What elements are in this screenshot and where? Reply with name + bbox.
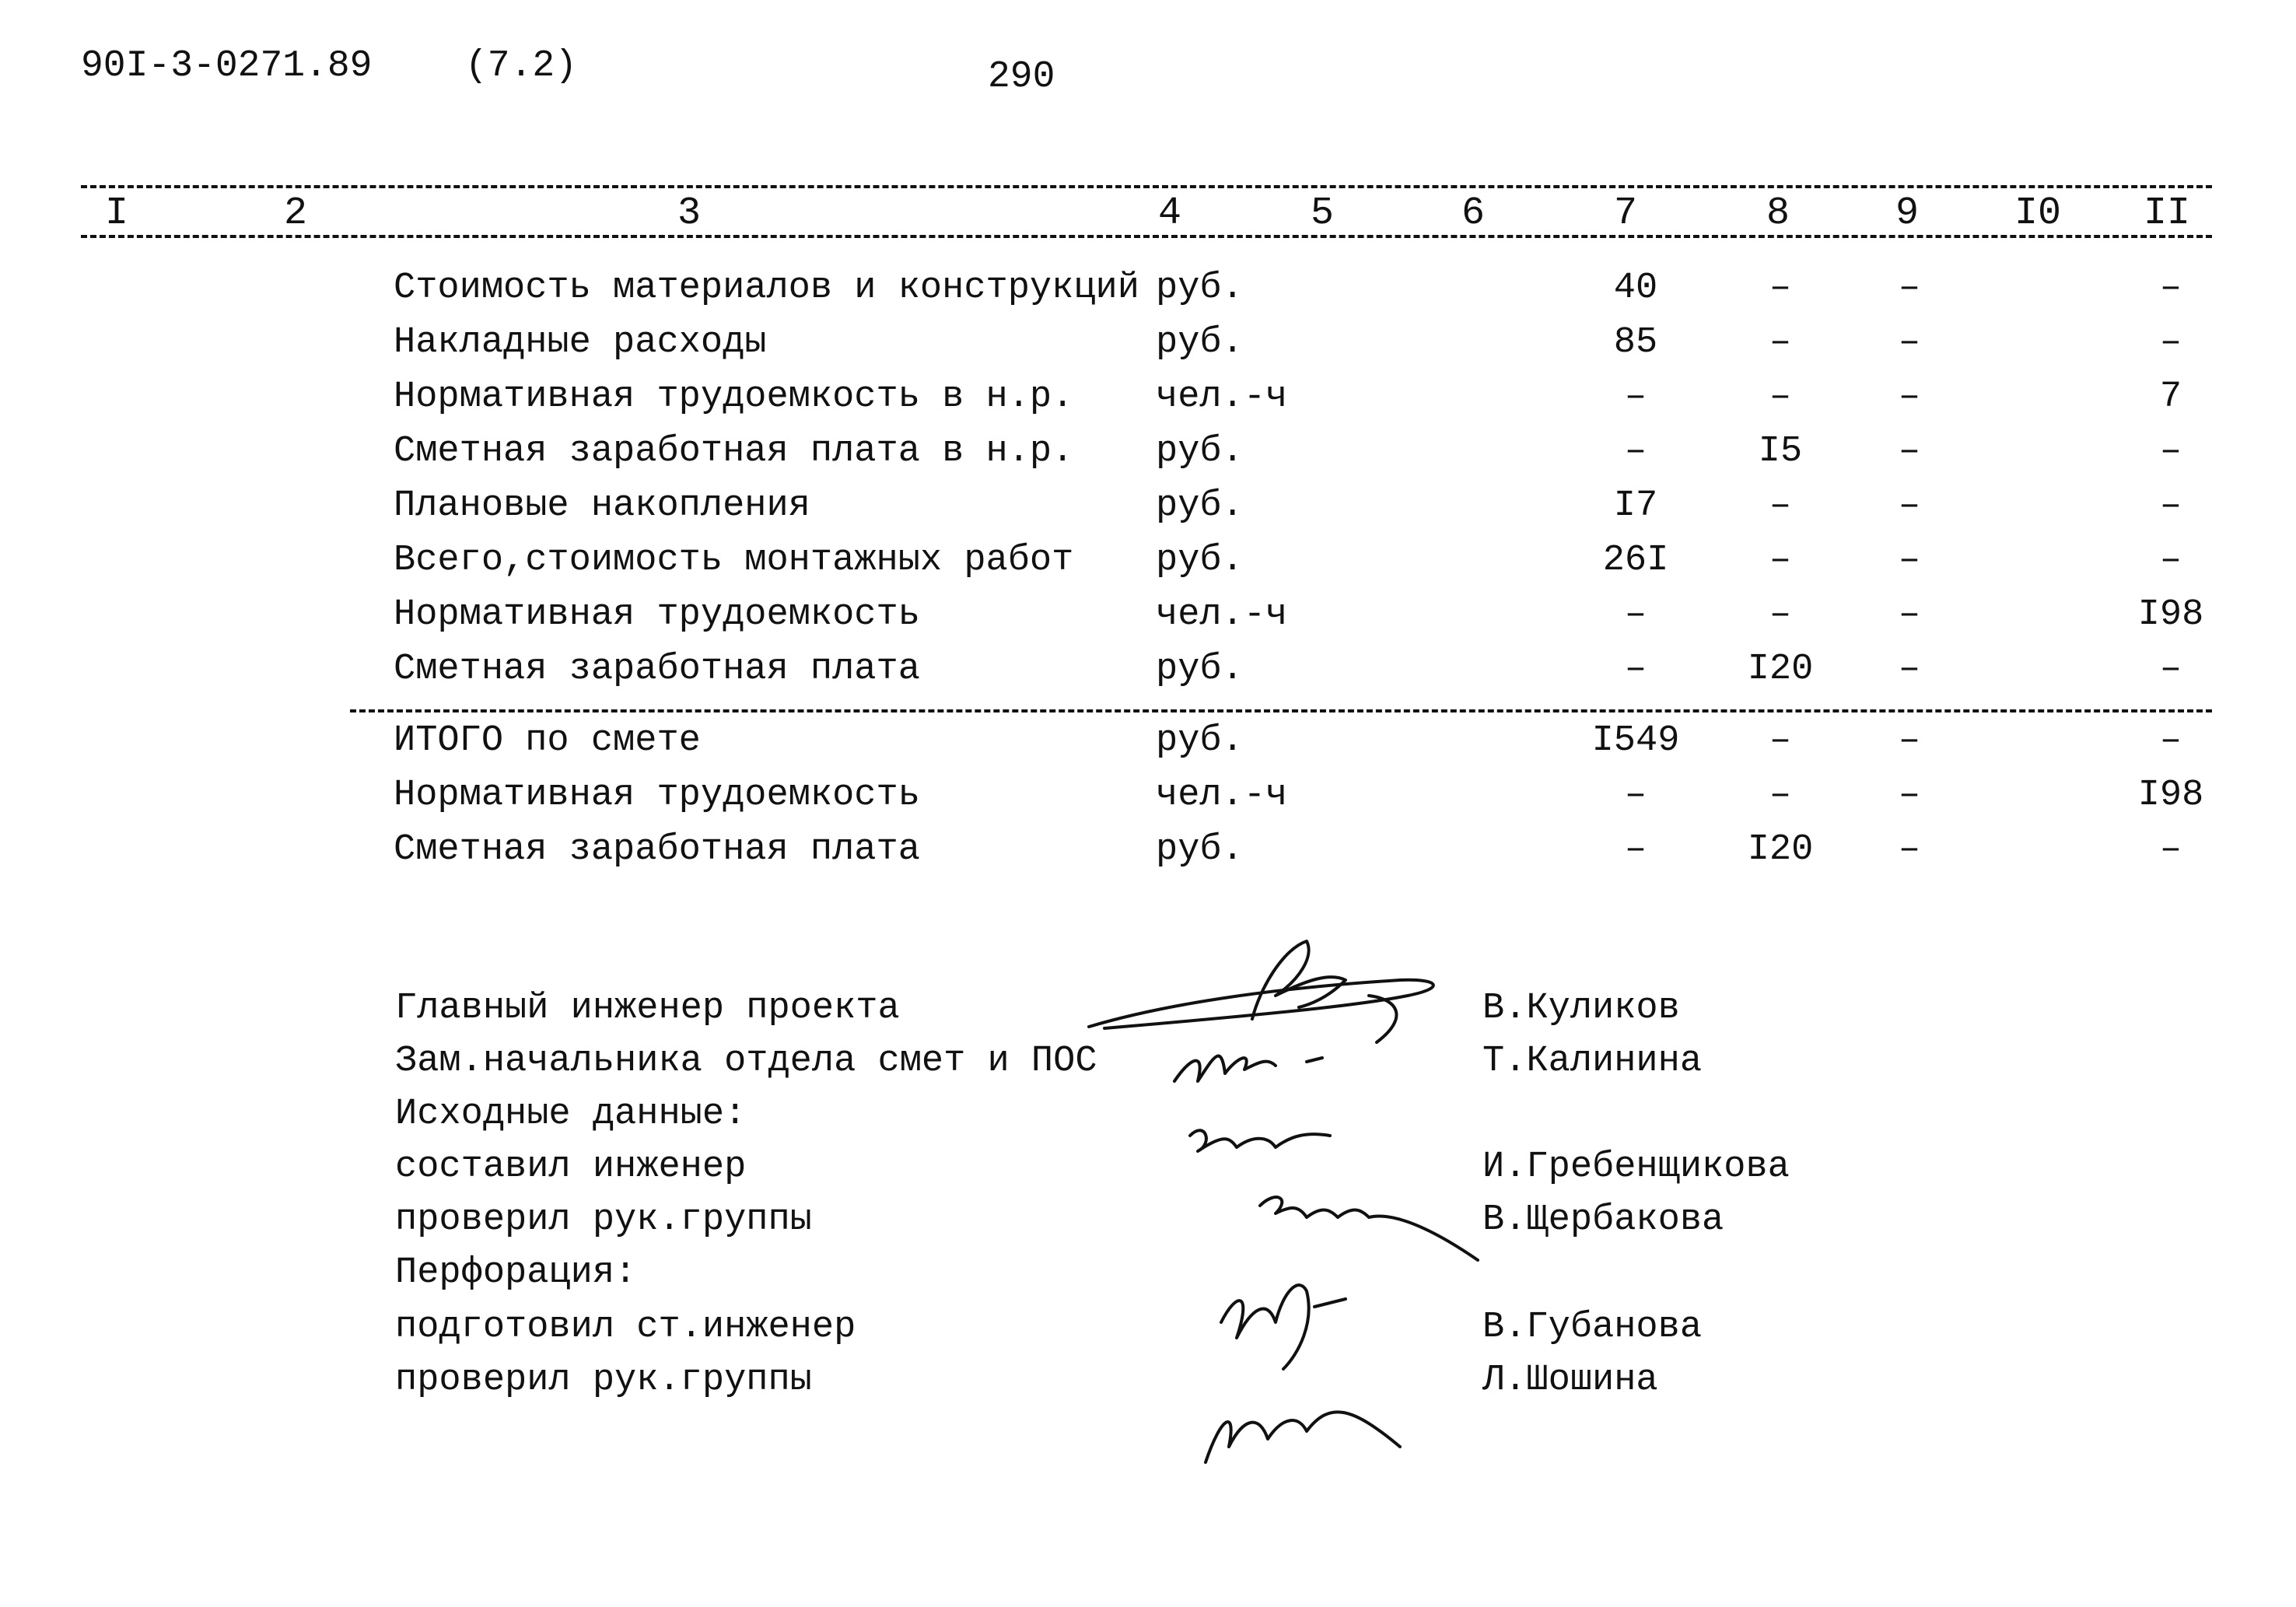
signature-scribble-checker	[1244, 1175, 1493, 1268]
row-col-11: –	[2159, 431, 2182, 472]
row-unit: руб.	[1156, 720, 1244, 761]
role-checked-by-1: проверил рук.группы	[395, 1199, 812, 1241]
row-col-7: I549	[1591, 720, 1680, 761]
column-number-9: 9	[1895, 191, 1919, 236]
row-unit: руб.	[1156, 485, 1244, 527]
row-col-7: 26I	[1602, 540, 1669, 581]
row-col-8: –	[1769, 540, 1792, 581]
name-shcherbakova: В.Щербакова	[1482, 1199, 1724, 1241]
row-col-11: 7	[2159, 376, 2182, 418]
role-perforation-heading: Перфорация:	[395, 1252, 637, 1294]
row-unit: чел.-ч	[1156, 376, 1288, 418]
row-unit: руб.	[1156, 431, 1244, 472]
role-checked-by-2: проверил рук.группы	[395, 1360, 812, 1401]
name-grebenshchikova: И.Гребенщикова	[1482, 1147, 1790, 1188]
row-unit: руб.	[1156, 829, 1244, 870]
row-col-11: –	[2159, 829, 2182, 870]
page-number: 290	[988, 56, 1055, 98]
row-name: ИТОГО по смете	[394, 720, 701, 761]
row-name: Стоимость материалов и конструкций	[394, 268, 1139, 309]
row-unit: руб.	[1156, 268, 1244, 309]
role-compiled-by: составил инженер	[395, 1147, 747, 1188]
column-number-11: II	[2143, 191, 2190, 236]
row-col-8: –	[1769, 775, 1792, 816]
row-name: Всего,стоимость монтажных работ	[394, 540, 1074, 581]
row-unit: руб.	[1156, 649, 1244, 690]
column-number-6: 6	[1461, 191, 1485, 236]
row-col-7: –	[1624, 431, 1647, 472]
row-col-9: –	[1898, 376, 1921, 418]
row-col-8: –	[1769, 268, 1792, 309]
column-number-1: I	[104, 191, 128, 236]
column-number-3: 3	[677, 191, 701, 236]
row-col-9: –	[1898, 649, 1921, 690]
row-col-11: –	[2159, 649, 2182, 690]
row-col-7: I7	[1613, 485, 1658, 527]
row-col-11: –	[2159, 322, 2182, 363]
row-col-11: –	[2159, 720, 2182, 761]
row-col-9: –	[1898, 431, 1921, 472]
row-col-8: –	[1769, 376, 1792, 418]
totals-separator-rule	[350, 709, 2212, 712]
row-name: Плановые накопления	[394, 485, 810, 527]
role-prepared-by: подготовил ст.инженер	[395, 1307, 856, 1348]
row-col-11: –	[2159, 268, 2182, 309]
signature-scribble-perforation	[1190, 1260, 1423, 1478]
row-col-8: I5	[1758, 431, 1803, 472]
column-number-2: 2	[283, 191, 307, 236]
signature-scribble-compiler	[1182, 1112, 1338, 1175]
column-number-8: 8	[1766, 191, 1790, 236]
row-name: Сметная заработная плата в н.р.	[394, 431, 1074, 472]
row-unit: руб.	[1156, 322, 1244, 363]
column-number-4: 4	[1157, 191, 1181, 236]
row-name: Накладные расходы	[394, 322, 767, 363]
name-kulikov: В.Куликов	[1482, 988, 1680, 1029]
row-col-9: –	[1898, 594, 1921, 635]
header-bottom-rule	[81, 235, 2212, 238]
signature-scribble-deputy	[1167, 1027, 1369, 1105]
row-col-8: I20	[1747, 649, 1814, 690]
name-shoshina: Л.Шошина	[1482, 1360, 1658, 1401]
row-col-9: –	[1898, 775, 1921, 816]
document-code: 90I-3-0271.89	[81, 45, 373, 87]
row-col-11: I98	[2137, 594, 2204, 635]
row-col-7: –	[1624, 376, 1647, 418]
row-col-9: –	[1898, 829, 1921, 870]
section-number: (7.2)	[465, 45, 578, 87]
row-name: Нормативная трудоемкость	[394, 775, 920, 816]
row-col-8: –	[1769, 485, 1792, 527]
row-col-8: I20	[1747, 829, 1814, 870]
role-deputy-head: Зам.начальника отдела смет и ПОС	[395, 1041, 1097, 1082]
row-col-11: I98	[2137, 775, 2204, 816]
role-chief-engineer: Главный инженер проекта	[395, 988, 900, 1029]
row-col-9: –	[1898, 720, 1921, 761]
row-name: Сметная заработная плата	[394, 829, 920, 870]
row-unit: чел.-ч	[1156, 594, 1288, 635]
column-number-5: 5	[1310, 191, 1334, 236]
row-col-8: –	[1769, 594, 1792, 635]
row-col-7: –	[1624, 594, 1647, 635]
row-col-7: –	[1624, 649, 1647, 690]
row-col-11: –	[2159, 540, 2182, 581]
row-col-9: –	[1898, 268, 1921, 309]
row-col-7: –	[1624, 775, 1647, 816]
row-col-8: –	[1769, 322, 1792, 363]
row-name: Нормативная трудоемкость в н.р.	[394, 376, 1074, 418]
name-kalinina: Т.Калинина	[1482, 1041, 1703, 1082]
column-number-7: 7	[1613, 191, 1637, 236]
header-top-rule	[81, 185, 2212, 188]
row-name: Нормативная трудоемкость	[394, 594, 920, 635]
row-col-9: –	[1898, 322, 1921, 363]
row-col-9: –	[1898, 540, 1921, 581]
row-col-7: 40	[1613, 268, 1658, 309]
name-gubanova: В.Губанова	[1482, 1307, 1703, 1348]
role-source-data-heading: Исходные данные:	[395, 1094, 747, 1135]
row-col-11: –	[2159, 485, 2182, 527]
row-unit: руб.	[1156, 540, 1244, 581]
row-name: Сметная заработная плата	[394, 649, 920, 690]
row-unit: чел.-ч	[1156, 775, 1288, 816]
row-col-9: –	[1898, 485, 1921, 527]
row-col-7: 85	[1613, 322, 1658, 363]
column-number-10: I0	[2014, 191, 2061, 236]
row-col-8: –	[1769, 720, 1792, 761]
row-col-7: –	[1624, 829, 1647, 870]
